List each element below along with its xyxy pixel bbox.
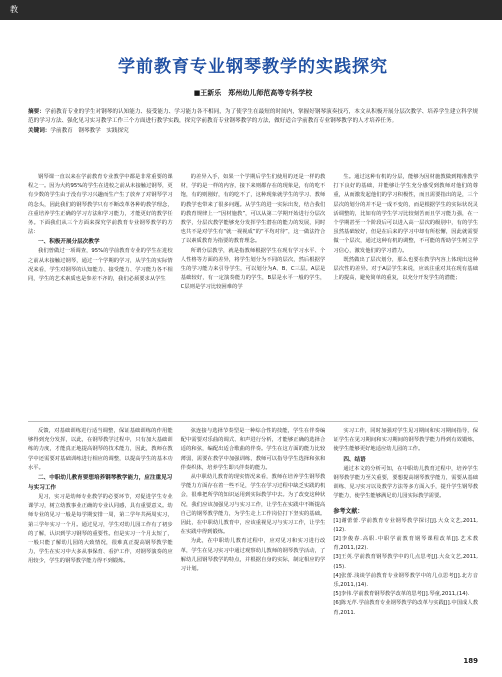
section-heading: 一、积极开展分层次教学 <box>38 239 100 246</box>
paragraph: 通过本文的分析可知，在中职幼儿教育过程中，培养学生钢琴教学能力至关重要，要想提高钢琴教学能力，需要从基础训练、见习实习以及教学方法等多方面入手，提升学生钢琴教学能力，使学生能够满足幼儿园实际教学需要。 <box>333 465 478 500</box>
paragraph: 见习，实习是幼师专业教学的必要环节，对促进学生专业课学习，树立幼教事业正确的专业认同感，具有重要意义。幼师专业的见习一般是每学期安排一周，第二学年共两周实习，第三学年实习一个月。通过见习，学生对幼儿园工作有了初步的了解，认识到学习钢琴的重要性。但是实习一个月太短了，一般只能了解幼儿园的大致情况，很难真正提高钢琴教学能力，学生在实习中大多从事保育、看护工作，对钢琴演奏的应用较少，学生的钢琴教学能力得不到锻炼。 <box>28 494 173 565</box>
section-heading: 四、结语 <box>343 456 366 463</box>
column-3 <box>333 173 478 293</box>
section-divider <box>28 421 478 422</box>
column-6 <box>333 427 478 618</box>
paragraph: 生。通过这种有机的分层，能够为因材施教做到精准教学打下良好的基础，并能够让学生充分感受到教师对他们的尊重，从而激发起他们的学习积极性，而且需要指出的是，三个层次的划分的并不是一成不变的，而是根据学生的实际状况灵活调整的，比如有的学生学习比较刻苦而且学习能力强，在一个学期甚至一个阶段后可以进入高一层次的级别中，有的学生虽然基础较好，但是在后来的学习中却有所松懈，因此就需要做一个层次，通过这种有机的调整，不可能的帮助学生树立学习信心，激发他们的学习潜力。 <box>333 174 478 254</box>
reference-item: [4]张蕾.浅谈学前教育专业钢琴教学中的几点思考[J].北方音乐,2011,(14). <box>333 572 478 589</box>
paragraph: 反馈，对基础训练进行适当调整，保证基础训练的作用能够得到充分发挥，以此，在钢琴教学过程中，只有加大基础训练的力度，才能真正地提高钢琴的技术能力，因此，教师在教学中还需要对基础训练进行相应的调整，以提高学生的基本功水平。 <box>28 428 173 471</box>
reference-item: [3]王英.学前教育钢琴教学中的几点思考[J].大众文艺,2011,(15). <box>333 554 478 570</box>
paragraph: 的差异入手，如果一个学期后学生们使用的还是一样的教材，学的是一样的内容，接下来则都存在的现象是，有的吃不饱，有的则刚好，有的吃不了，这种现象就学生的学习、教师的教学也带来了很多问题。从学生的进一实际出发，结合我们的教育规律上一“因材施教”，可以从第二学期开始进行分层次教学，分层次教学能够充分发挥学生潜在的能力的发展，同时也共不是对学生有“就一视视成”的“平均对待”，这一做法符合了以素质教育为指要的教育理念。 <box>180 174 326 245</box>
abstract-block <box>28 108 478 136</box>
article-title: 学前教育专业钢琴教学的实践探究 <box>118 57 388 77</box>
paragraph: 我们曾做过一项调查，95%的学前教育专业的学生在进校之前从未接触过钢琴，通过一个学期的学习，从学生的实际情况来看，学生对钢琴的认知能力、接受能力、学习能力各不相同，学生的艺术素质也是参差不齐的，我们必须要求从学生 <box>28 248 173 283</box>
paragraph: 从中职幼儿教育的现实情况来看，教师在培养学生钢琴教学能力方面存在着一些不足，学生在学习过程中缺乏实践的机会，很难把所学的知识运用到实际教学中去。为了改变这种状况，我们应该加强见习与实习工作，让学生在实践中不断提高自己的钢琴教学能力，为学生走上工作岗位打下坚实的基础。因此，在中职幼儿教育中，应该重视见习与实习工作，让学生在实践中得到锻炼。 <box>180 474 326 536</box>
references-heading: 参考文献： <box>333 508 364 516</box>
article-byline: ■王新乐 郑州幼儿师范高等专科学校 <box>193 89 313 97</box>
body-columns-bottom <box>28 427 478 618</box>
section-heading: 二、中职幼儿教育要想培养钢琴教学能力，应注重见习与实习工作 <box>28 475 173 492</box>
paragraph: 实习工作，同时加强对学生见习期间和实习期间指导，保证学生在见习期间和实习期间的钢琴教学能力得到有效锻炼，使学生能够更好地适应幼儿园的工作。 <box>333 428 478 453</box>
reference-item: [6]陈无芹.学前教育专业钢琴教学的改革与实践[J].中国成人教育,2011. <box>333 600 478 616</box>
column-5 <box>181 427 326 618</box>
keywords-text: 学前教育 钢琴教学 实践探究 <box>50 127 129 134</box>
paragraph: 为此，在中职幼儿教育过程中，应对见习和实习进行改革，学生在见习实习中通过观察幼儿教师的钢琴教学活动，了解幼儿园钢琴教学的特点，并根据自身的实际，制定相应的学习计划。 <box>180 538 326 573</box>
column-4 <box>28 427 173 618</box>
paragraph: 所谓分层教学，就是指教师根据学生在现有学习水平、个人性格等方面的差异，将学生划分为不同的层次，然后根据学生的学习能力来引导学生，可以划分为A、B、C三层。A层是基础较好，有一定演奏能力的学生，B层是水平一般的学生，C层则是学习比较困难的学 <box>180 247 326 291</box>
paragraph: 钢琴课一直以来在学前教育专业教学中都是非常重要的课程之一。因为大约95%的学生在进校之前从未接触过钢琴，更有少数的学生由于没有学习兴趣而生产生了放弃了对钢琴学习的念头，因此我们的钢琴教学只有不断改革各种的教学理念，注重培养学生正确的学习方法和学习能力，才能更好的教学任务。下面我们从三个方面来探究学前教育专业钢琴教学的方法： <box>28 174 173 236</box>
column-1 <box>28 173 173 293</box>
reference-item: [1]谢蕾蕾.学前教育专业钢琴教学探讨[J].大众文艺,2011,(12). <box>333 517 478 533</box>
header-bar <box>0 0 502 20</box>
abstract-text: 学前教育专业的学生对钢琴的认知能力、接受能力、学习能力各不相同，为了使学生在最短的时间内，掌握好钢琴演奏技巧，本文从积极开展分层次教学、培养学生建立科学规范的学习方法、强化见习实习教学工作三个方面进行教学实践，探究学前教育专业钢琴教学的方法，做好适合学前教育专业钢琴教学的人才培养任务。 <box>28 109 478 125</box>
page-number: 189 <box>463 657 478 665</box>
keywords-label: 关键词： <box>28 127 51 134</box>
body-columns-top <box>28 173 478 293</box>
paragraph: 弦连接与选择节奏型是一种综合性的技能，学生在伴奏编配中需要对乐曲的调式、和声进行分析，才能够正确的选择合适的和弦，编配出适合歌曲的伴奏。学生在这方面的能力比较薄弱，需要在教学中加强训练，教师可以指导学生选择和弦和伴奏织体，培养学生即兴伴奏的能力。 <box>180 428 326 471</box>
column-2 <box>181 173 326 293</box>
reference-item: [5]李伟.学前教育钢琴教学改革的思考[J].琴童,2011,(14). <box>333 591 470 598</box>
reference-item: [2]李俊春.高职.中职学前教育钢琴课程改革[J].艺术教育,2011,(22). <box>333 536 478 552</box>
journal-tag: 教 <box>10 5 18 14</box>
article-page <box>28 20 478 616</box>
paragraph: 既然做出了层次划分，那么也要在教学内容上体现出这种层次性的差异。对于A层学生来说，应该注重对其在现有基础上的提高，避免简单的重复，以充分开发学生的潜能； <box>333 256 478 282</box>
abstract-label: 摘要： <box>28 109 45 115</box>
